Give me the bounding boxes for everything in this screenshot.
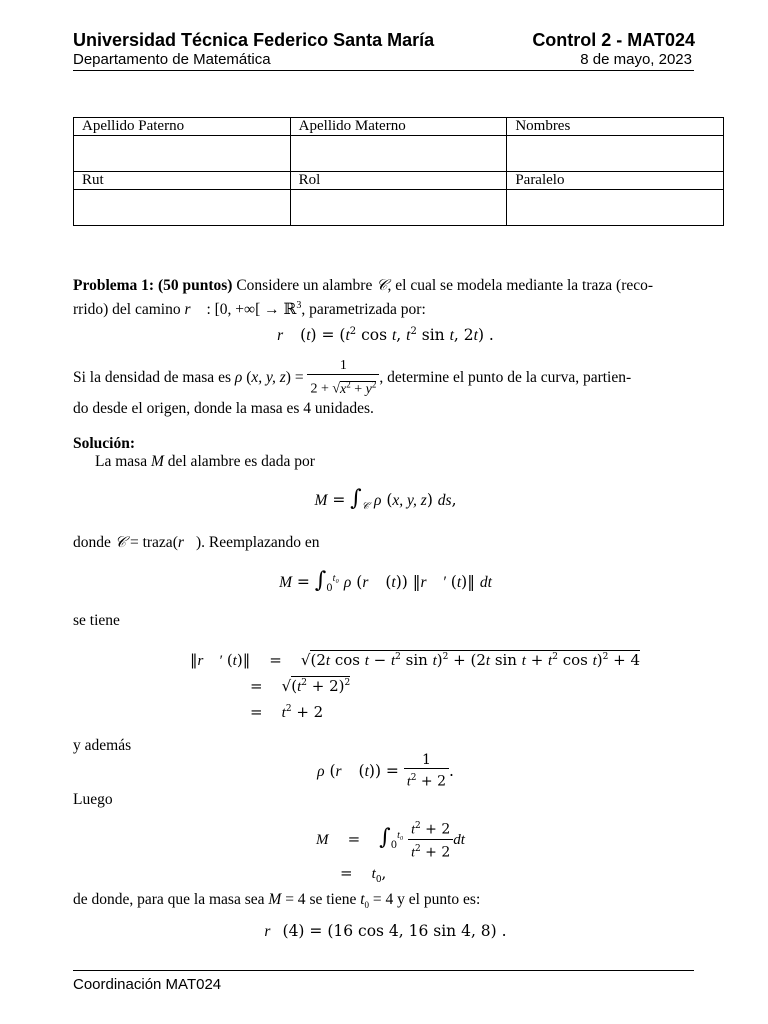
student-info-table [73,117,724,226]
table-row [74,190,724,226]
solution-intro: La masa M del alambre es dada por [95,453,315,470]
table-row [74,118,724,136]
problem-statement: Problema 1: (50 puntos) Considere un alambre 𝒞, el cual se modela mediante la traza (reco- rrido) del camino r⃗ : [0, +∞[ → ℝ$^3$, parametrizada por: [73,277,654,319]
apellido-materno-field[interactable] [290,136,507,172]
density-statement: Si la densidad de masa es ρ (x, y, z) = $\frac{1}{2 + √x^2 + y^2}$ , determine el punto de la curva, partien- do desde el origen, donde la masa es 4 unidades. [73,358,632,417]
header-rule [73,70,694,71]
parametrized-mass-equation: $M = \int_0^{t_0}$ ρ (r⃗ (t)) ‖r⃗ ′ (t)‖ dt [279,568,492,595]
parametrization-equation: r⃗ $(t) = (t^2$ cos t, $t^2$ sin t, 2t) . [277,326,494,345]
rut-label: Rut [74,172,291,190]
nombres-field[interactable] [507,136,724,172]
mass-result-derivation: M = $\int_0^{t_0}$ $\frac{t^2 + 2}{t^2 + 2}$ dt = $t_0$, [316,821,465,886]
y-ademas-line: y además [73,737,132,754]
problem-label: Problema 1: (50 puntos) [73,277,233,294]
rol-label: Rol [290,172,507,190]
apellido-paterno-label: Apellido Paterno [74,118,291,136]
luego-line: Luego [73,791,113,808]
table-row [74,172,724,190]
exam-date: 8 de mayo, 2023 [580,51,692,68]
velocity-norm-derivation: ‖r⃗ ′ (t)‖ = √(2t $\cos t - t^2$ sin t)$^2$ + (2t $\sin t + t^2$ cos t)$^2$ + 4 = $√(t^2 + 2)^2$ = $t^2 + 2$ [190,651,641,721]
density-on-curve-equation: ρ (r⃗ (t)) = $\frac{1}{t^2 + 2}$ . [317,752,454,790]
nombres-label: Nombres [507,118,724,136]
se-tiene-line: se tiene [73,612,120,629]
rol-field[interactable] [290,190,507,226]
department-name: Departamento de Matemática [73,51,271,68]
solution-label: Solución: [73,435,136,452]
university-title: Universidad Técnica Federico Santa María [73,30,435,50]
exam-title: Control 2 - MAT024 [532,30,695,50]
conclusion-line: de donde, para que la masa sea M = 4 se tiene $t_0 = 4$ y el punto es: [73,891,481,911]
mass-integral-equation: $M = \int_𝒞$ ρ (x, y, z) ds, [314,486,457,513]
table-row [74,136,724,172]
footer-rule [73,970,694,971]
apellido-paterno-field[interactable] [74,136,291,172]
rut-field[interactable] [74,190,291,226]
donde-line: donde 𝒞 = traza(r⃗). Reemplazando en [73,534,320,551]
apellido-materno-label: Apellido Materno [290,118,507,136]
final-point-equation: r⃗(4) = (16 cos 4, 16 sin 4, 8) . [264,922,507,940]
paralelo-label: Paralelo [507,172,724,190]
footer-text: Coordinación MAT024 [73,976,222,993]
paralelo-field[interactable] [507,190,724,226]
